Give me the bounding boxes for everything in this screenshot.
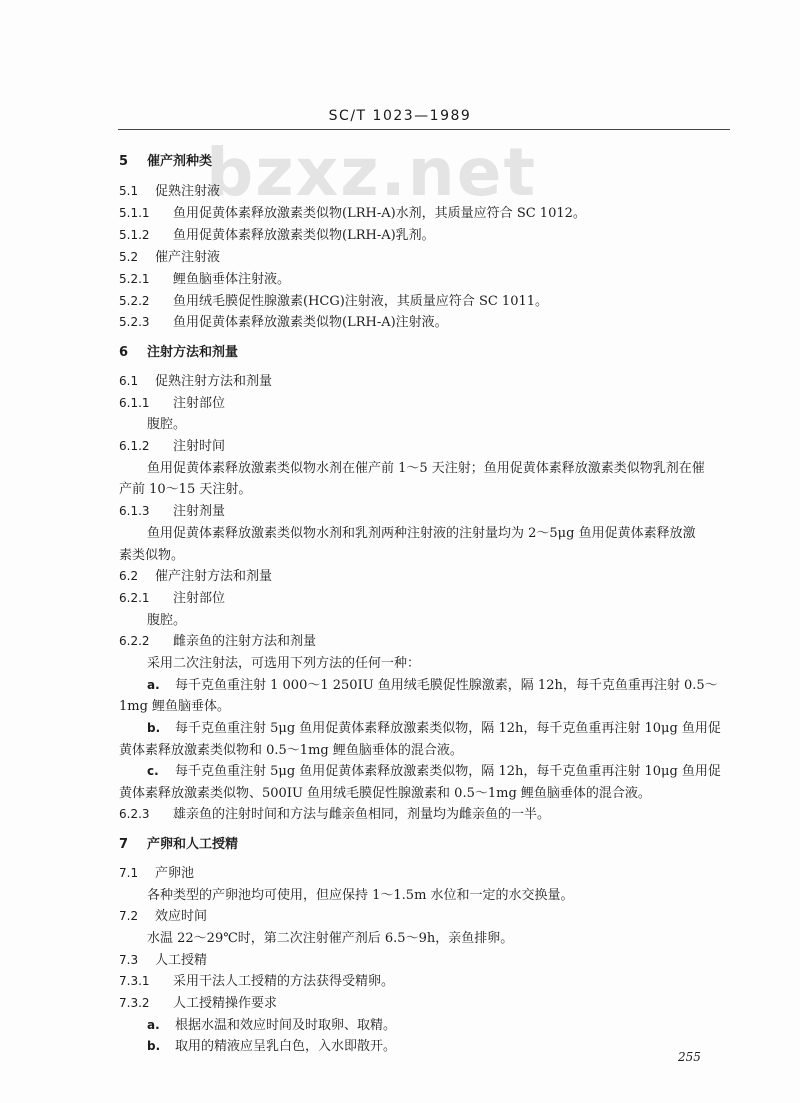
clause-line bbox=[119, 251, 220, 264]
clause-number: 7.1 bbox=[119, 866, 139, 880]
clause-number: 6.1.1 bbox=[119, 396, 150, 410]
line-text: 产卵池 bbox=[155, 866, 195, 881]
text-line bbox=[119, 483, 251, 496]
clause-line bbox=[119, 375, 272, 388]
line-text: 鱼用促黄体素释放激素类似物水剂和乳剂两种注射液的注射量均为 2～5μg 鱼用促黄体素释放激 bbox=[147, 526, 696, 541]
line-text: 鱼用促黄体素释放激素类似物(LRH-A)注射液。 bbox=[173, 315, 448, 330]
clause-line bbox=[119, 185, 220, 198]
clause-line bbox=[119, 440, 225, 453]
clause-number: 6.1.3 bbox=[119, 504, 150, 518]
line-text: 鱼用促黄体素释放激素类似物(LRH-A)水剂，其质量应符合 SC 1012。 bbox=[173, 206, 586, 221]
text-line bbox=[147, 722, 721, 735]
line-text: 注射时间 bbox=[173, 439, 226, 454]
line-text: 注射方法和剂量 bbox=[147, 345, 239, 360]
text-line bbox=[147, 418, 186, 431]
text-line bbox=[119, 700, 230, 713]
clause-line bbox=[119, 397, 225, 410]
line-text: 每千克鱼重注射 5μg 鱼用促黄体素释放激素类似物，隔 12h，每千克鱼重再注射 10μg 鱼用促 bbox=[175, 721, 721, 736]
clause-line bbox=[119, 635, 316, 648]
text-line bbox=[147, 679, 718, 692]
list-marker: a. bbox=[147, 678, 160, 692]
line-text: 促熟注射液 bbox=[155, 184, 221, 199]
clause-line bbox=[119, 975, 394, 988]
line-text: 水温 22～29℃时，第二次注射催产剂后 6.5～9h，亲鱼排卵。 bbox=[147, 931, 514, 946]
clause-line bbox=[119, 295, 548, 308]
list-marker: b. bbox=[147, 721, 161, 735]
line-text: 采用干法人工授精的方法获得受精卵。 bbox=[173, 974, 395, 989]
section-heading bbox=[119, 838, 238, 851]
clause-number: 5.2.3 bbox=[119, 315, 150, 329]
clause-line bbox=[119, 316, 448, 329]
line-text: 鱼用促黄体素释放激素类似物(LRH-A)乳剂。 bbox=[173, 228, 435, 243]
clause-number: 6.2.2 bbox=[119, 634, 150, 648]
line-text: 效应时间 bbox=[155, 909, 208, 924]
clause-number: 5.1 bbox=[119, 184, 139, 198]
clause-number: 6 bbox=[119, 345, 129, 360]
line-text: 1mg 鲤鱼脑垂体。 bbox=[119, 699, 231, 714]
line-text: 注射部位 bbox=[173, 591, 226, 606]
clause-number: 6.2.3 bbox=[119, 807, 150, 821]
clause-line bbox=[119, 910, 207, 923]
text-line bbox=[119, 787, 651, 800]
text-line bbox=[147, 1040, 396, 1053]
line-text: 鱼用绒毛膜促性腺激素(HCG)注射液，其质量应符合 SC 1011。 bbox=[173, 294, 549, 309]
line-text: 腹腔。 bbox=[147, 613, 187, 628]
line-text: 根据水温和效应时间及时取卵、取精。 bbox=[175, 1018, 397, 1033]
line-text: 催产注射液 bbox=[155, 250, 221, 265]
line-text: 腹腔。 bbox=[147, 417, 187, 432]
line-text: 注射剂量 bbox=[173, 504, 226, 519]
header-doc-code: SC/T 1023—1989 bbox=[328, 108, 472, 124]
clause-number: 5.1.1 bbox=[119, 206, 150, 220]
clause-number: 6.1.2 bbox=[119, 439, 150, 453]
line-text: 催产注射方法和剂量 bbox=[155, 569, 273, 584]
text-line bbox=[147, 765, 721, 778]
clause-line bbox=[119, 229, 435, 242]
line-text: 人工授精操作要求 bbox=[173, 996, 278, 1011]
text-line bbox=[147, 657, 420, 670]
line-text: 黄体素释放激素类似物、500IU 鱼用绒毛膜促性腺激素和 0.5～1mg 鲤鱼脑垂体的混合液。 bbox=[119, 786, 651, 801]
clause-line bbox=[119, 207, 586, 220]
page-number: 255 bbox=[678, 1050, 701, 1064]
text-line bbox=[147, 889, 574, 902]
clause-number: 7.3 bbox=[119, 953, 139, 967]
clause-number: 5.2 bbox=[119, 250, 139, 264]
clause-number: 7.3.2 bbox=[119, 996, 150, 1010]
clause-line bbox=[119, 867, 194, 880]
watermark: bzxz.net bbox=[206, 134, 538, 211]
clause-number: 5.2.1 bbox=[119, 272, 150, 286]
clause-line bbox=[119, 997, 277, 1010]
line-text: 鱼用促黄体素释放激素类似物水剂在催产前 1～5 天注射；鱼用促黄体素释放激素类似物乳剂在催 bbox=[147, 461, 705, 476]
line-text: 各种类型的产卵池均可使用，但应保持 1～1.5m 水位和一定的水交换量。 bbox=[147, 888, 574, 903]
clause-line bbox=[119, 592, 225, 605]
list-marker: c. bbox=[147, 764, 159, 778]
clause-number: 5 bbox=[119, 154, 129, 169]
line-text: 取用的精液应呈乳白色，入水即散开。 bbox=[175, 1039, 397, 1054]
line-text: 鲤鱼脑垂体注射液。 bbox=[173, 272, 291, 287]
clause-line bbox=[119, 505, 225, 518]
clause-line bbox=[119, 273, 290, 286]
clause-line bbox=[119, 954, 207, 967]
line-text: 每千克鱼重注射 5μg 鱼用促黄体素释放激素类似物，隔 12h，每千克鱼重再注射 10μg 鱼用促 bbox=[175, 764, 721, 779]
section-heading bbox=[119, 346, 238, 359]
clause-number: 7 bbox=[119, 837, 129, 852]
line-text: 雌亲鱼的注射方法和剂量 bbox=[173, 634, 317, 649]
line-text: 素类似物。 bbox=[119, 548, 185, 563]
clause-number: 7.2 bbox=[119, 909, 139, 923]
text-line bbox=[147, 1019, 396, 1032]
text-line bbox=[147, 462, 705, 475]
list-marker: b. bbox=[147, 1039, 161, 1053]
clause-number: 7.3.1 bbox=[119, 974, 150, 988]
clause-number: 5.2.2 bbox=[119, 294, 150, 308]
line-text: 产卵和人工授精 bbox=[147, 837, 239, 852]
clause-number: 6.1 bbox=[119, 374, 139, 388]
line-text: 催产剂种类 bbox=[147, 154, 213, 169]
line-text: 产前 10～15 天注射。 bbox=[119, 482, 252, 497]
clause-number: 5.1.2 bbox=[119, 228, 150, 242]
text-line bbox=[119, 744, 463, 757]
text-line bbox=[147, 614, 186, 627]
line-text: 黄体素释放激素类似物和 0.5～1mg 鲤鱼脑垂体的混合液。 bbox=[119, 743, 463, 758]
line-text: 每千克鱼重注射 1 000～1 250IU 鱼用绒毛膜促性腺激素，隔 12h，每千克鱼重再注射 0.5～ bbox=[175, 678, 718, 693]
line-text: 促熟注射方法和剂量 bbox=[155, 374, 273, 389]
text-line bbox=[119, 549, 184, 562]
section-heading bbox=[119, 155, 212, 168]
line-text: 人工授精 bbox=[155, 953, 208, 968]
line-text: 采用二次注射法，可选用下列方法的任何一种： bbox=[147, 656, 421, 671]
line-text: 雄亲鱼的注射时间和方法与雌亲鱼相同，剂量均为雌亲鱼的一半。 bbox=[173, 807, 551, 822]
line-text: 注射部位 bbox=[173, 396, 226, 411]
clause-line bbox=[119, 570, 272, 583]
clause-number: 6.2 bbox=[119, 569, 139, 583]
list-marker: a. bbox=[147, 1018, 160, 1032]
text-line bbox=[147, 527, 696, 540]
clause-number: 6.2.1 bbox=[119, 591, 150, 605]
text-line bbox=[147, 932, 513, 945]
clause-line bbox=[119, 808, 550, 821]
